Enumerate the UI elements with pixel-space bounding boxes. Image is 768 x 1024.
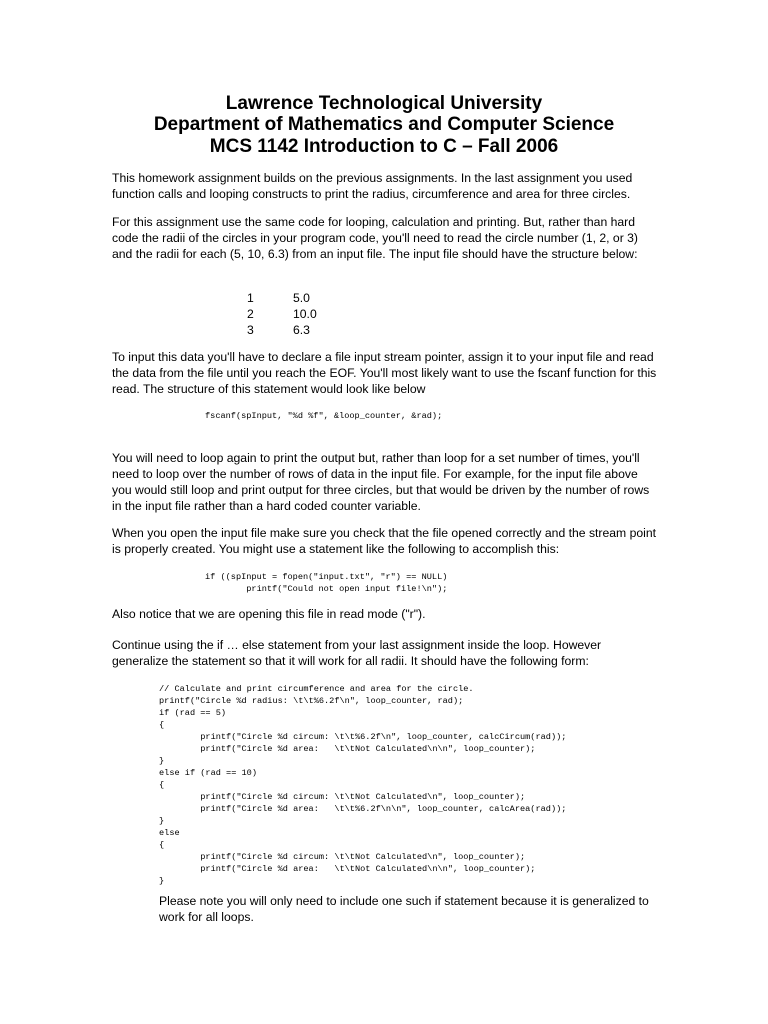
- assignment-paragraph: For this assignment use the same code for looping, calculation and printing. But, rather than hard code the radii of the circles in your program code, you'll need to read the circle number (1, 2, or 3) and the radii for each (5, 10, 6.3) from an input file. The input file should have the structure below:: [112, 215, 638, 261]
- read-mode-paragraph: Also notice that we are opening this file in read mode ("r").: [112, 607, 426, 621]
- circle-radius: 10.0: [293, 307, 317, 321]
- open-check-paragraph: When you open the input file make sure you check that the file opened correctly and the stream point is properly created. You might use a statement like the following to accomplish this:: [112, 526, 657, 556]
- circle-number: 2: [247, 307, 254, 321]
- department-title: Department of Mathematics and Computer Science: [153, 114, 615, 135]
- closing-note-paragraph: Please note you will only need to include one such if statement because it is generalized to work for all loops.: [159, 894, 649, 924]
- ifelse-paragraph: Continue using the if … else statement from your last assignment inside the loop. However generalize the statement so that it will work for all radii. It should have the following form:: [112, 638, 602, 668]
- circle-radius: 5.0: [293, 291, 310, 305]
- fscanf-code: fscanf(spInput, "%d %f", &loop_counter, &rad);: [205, 411, 443, 421]
- fopen-code: if ((spInput = fopen("input.txt", "r") == NULL) printf("Could not open input file!\n");: [205, 572, 448, 594]
- ifelse-code: // Calculate and print circumference and area for the circle. printf("Circle %d radius: \t\t%6.2f\n", loop_counter, rad); if (rad == 5) { printf("Circle %d circum: \t\t%6.2f\n", loop_counter, calcCircum(rad)); printf("Circle %d area: \t\tNot Calculated\n\n", loop_counter); } else if (rad == 10) { printf("Circle %d circum: \t\tNot Calculated\n", loop_counter); printf("Circle %d area: \t\t%6.2f\n\n", loop_counter, calcArea(rad)); } else { printf("Circle %d circum: \t\tNot Calculated\n", loop_counter); printf("Circle %d area: \t\tNot Calculated\n\n", loop_counter); }: [159, 684, 567, 886]
- course-title: MCS 1142 Introduction to C – Fall 2006: [209, 136, 559, 157]
- university-title: Lawrence Technological University: [225, 93, 543, 114]
- circle-radius: 6.3: [293, 323, 310, 337]
- loop-paragraph: You will need to loop again to print the output but, rather than loop for a set number of times, you'll need to loop over the number of rows of data in the input file. For example, for the input file above you would still loop and print output for three circles, but that would be driven by the number of rows in the input file rather than a hard coded counter variable.: [112, 451, 650, 513]
- intro-paragraph: This homework assignment builds on the previous assignments. In the last assignment you used function calls and looping constructs to print the radius, circumference and area for three circles.: [112, 171, 633, 201]
- file-input-paragraph: To input this data you'll have to declare a file input stream pointer, assign it to your input file and read the data from the file until you reach the EOF. You'll most likely want to use the fscanf function for this read. The structure of this statement would look like below: [112, 350, 657, 396]
- circle-number: 3: [247, 323, 254, 337]
- circle-number: 1: [247, 291, 254, 305]
